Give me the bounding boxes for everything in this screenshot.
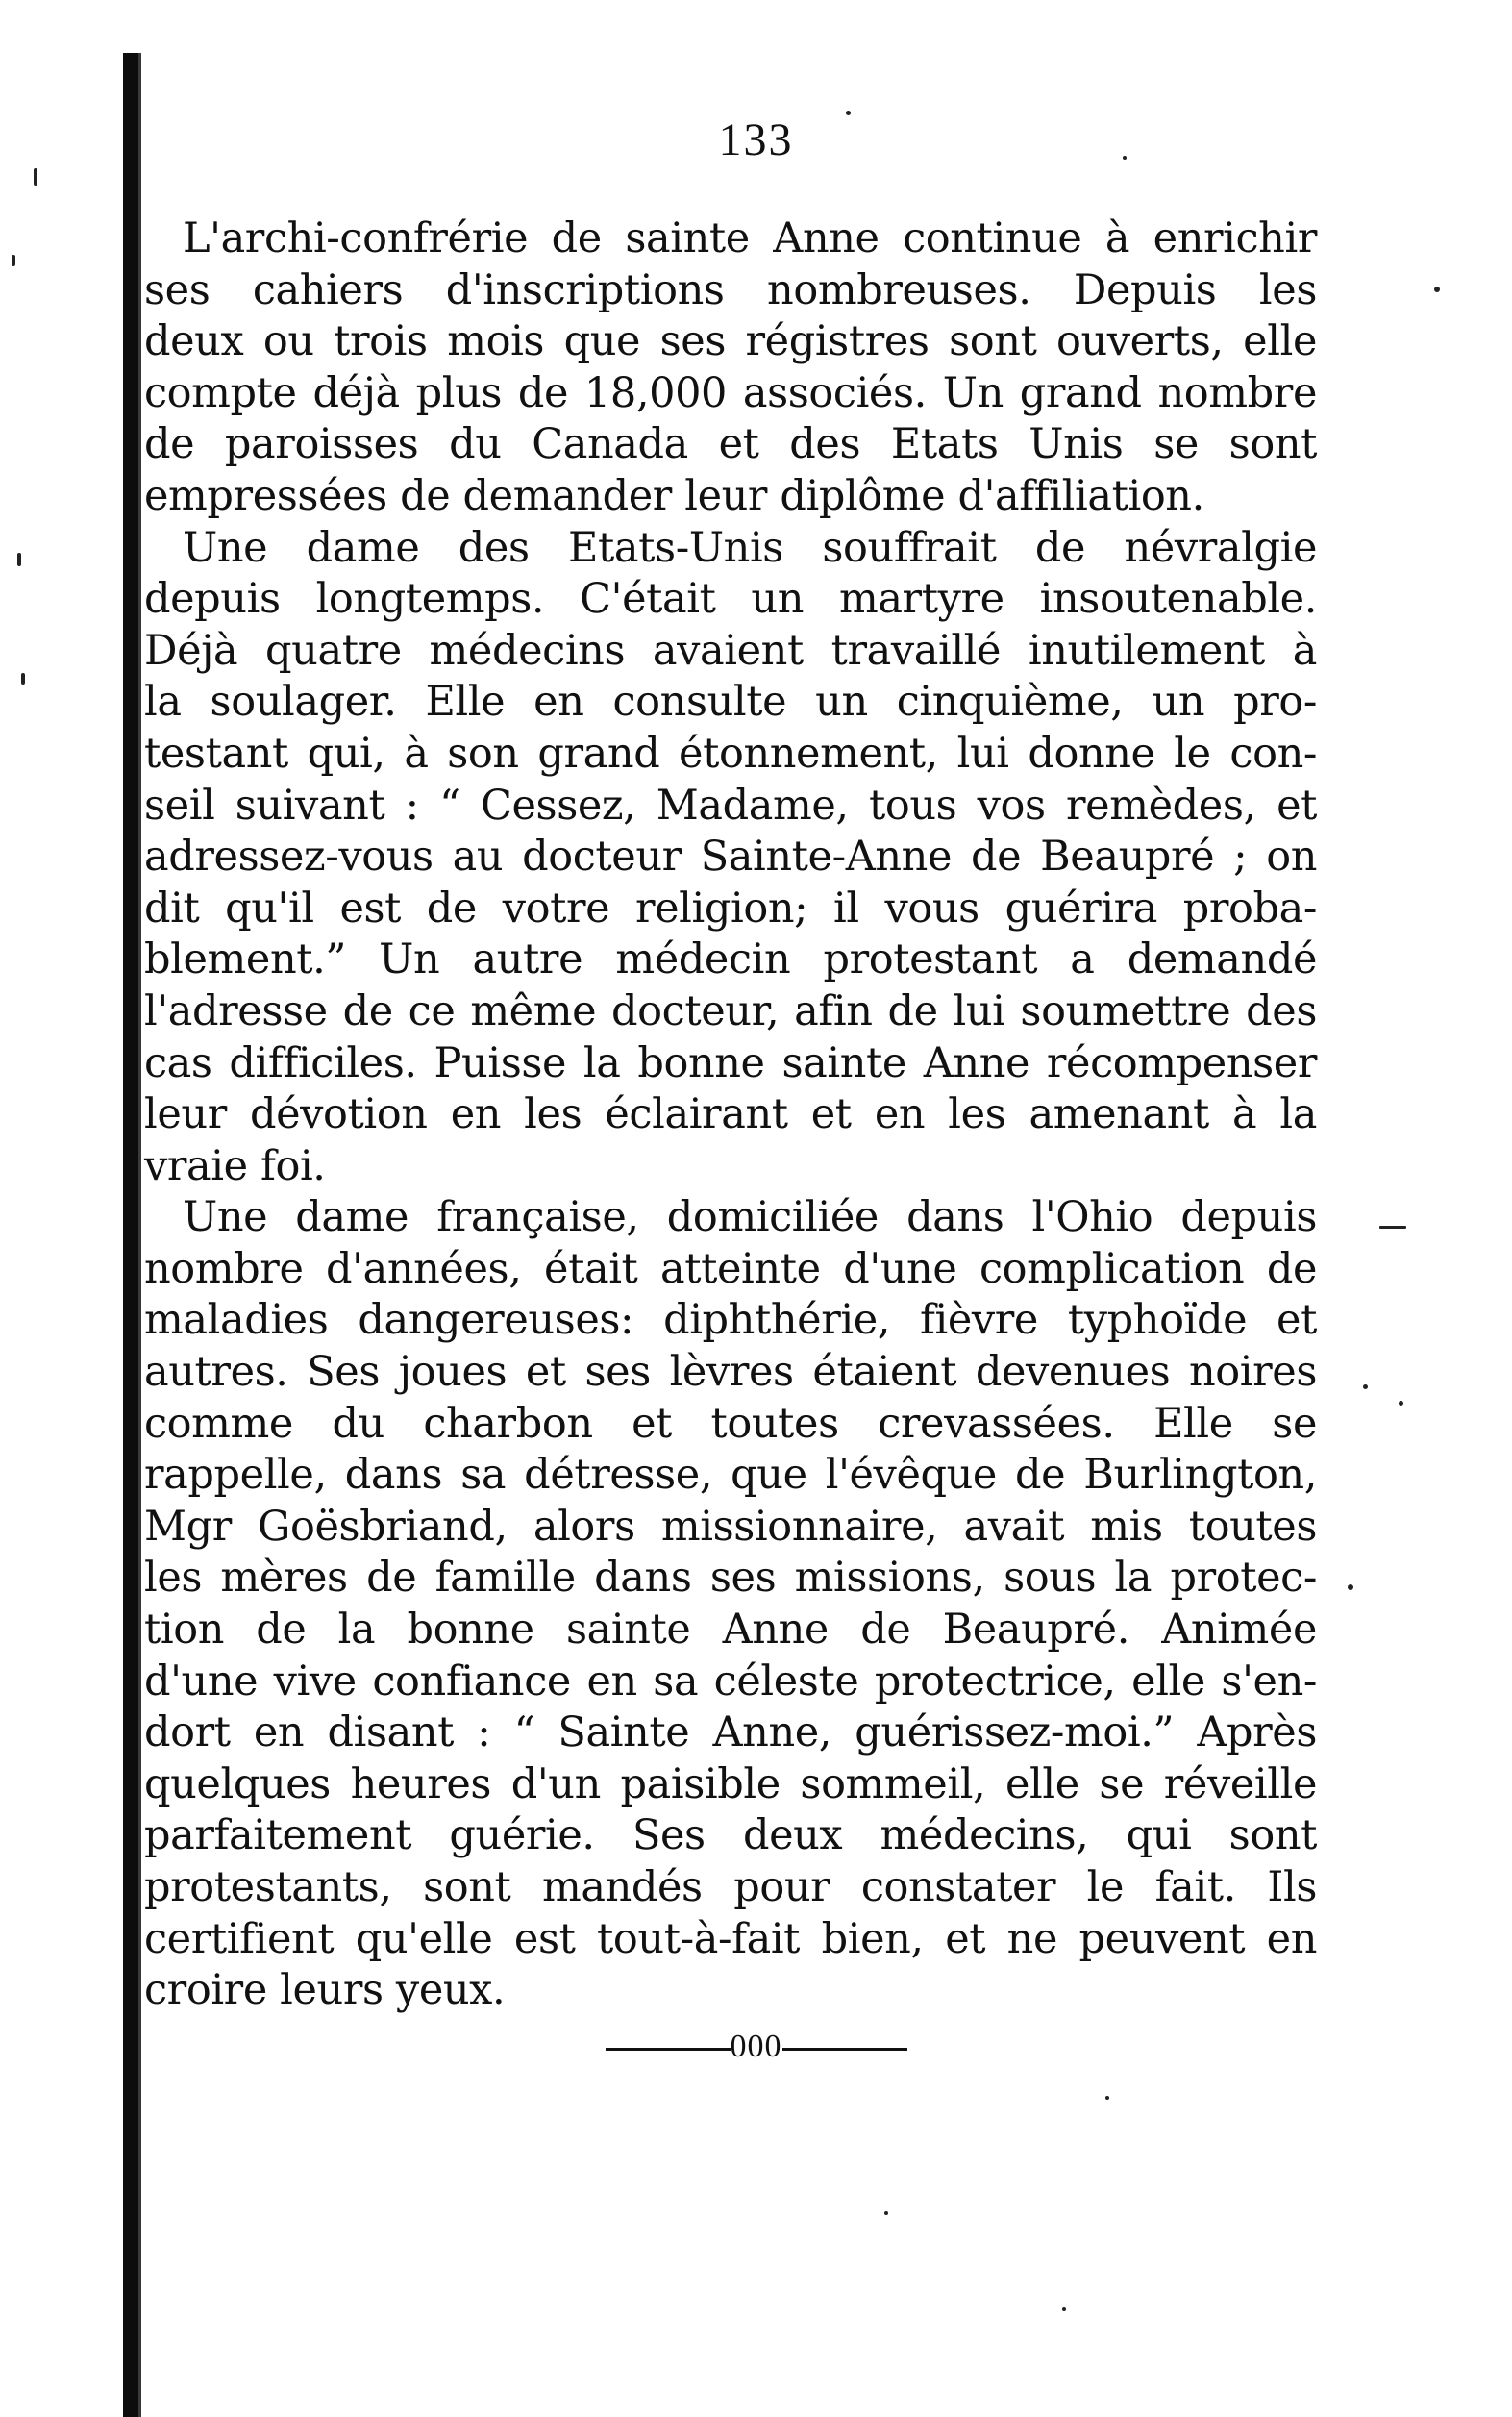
text-line: Mgr Goësbriand, alors missionnaire, avait mis toutes <box>144 1502 1317 1551</box>
text-line: rappelle, dans sa détresse, que l'évêque de Burlington, <box>144 1451 1317 1500</box>
text-line: Une dame des Etats-Unis souffrait de névralgie <box>183 523 1317 572</box>
separator-rule-left <box>606 2048 731 2051</box>
text-line: Une dame française, domiciliée dans l'Ohio depuis <box>183 1193 1317 1242</box>
text-line: de paroisses du Canada et des Etats Unis se sont <box>144 420 1317 469</box>
text-line: adressez-vous au docteur Sainte-Anne de Beaupré ; on <box>144 833 1317 882</box>
text-line: dort en disant : “ Sainte Anne, guérissez-moi.” Après <box>144 1708 1317 1757</box>
text-line: blement.” Un autre médecin protestant a demandé <box>144 935 1317 984</box>
separator-mark: 000 <box>730 2029 782 2064</box>
text-line: protestants, sont mandés pour constater le fait. Ils <box>144 1863 1317 1911</box>
paragraph-nevralgie <box>144 523 1317 1193</box>
text-line: empressées de demander leur diplôme d'affiliation. <box>144 471 1204 520</box>
text-line: parfaitement guérie. Ses deux médecins, qui sont <box>144 1811 1317 1860</box>
text-line: les mères de famille dans ses missions, sous la protec- <box>144 1554 1317 1603</box>
text-line: compte déjà plus de 18,000 associés. Un grand nombre <box>144 368 1317 417</box>
text-line: vraie foi. <box>144 1141 326 1190</box>
separator-rule-right <box>782 2048 907 2051</box>
text-line: ses cahiers d'inscriptions nombreuses. Depuis les <box>144 265 1317 314</box>
text-line: testant qui, à son grand étonnement, lui donne le con- <box>144 729 1317 778</box>
section-separator <box>0 2029 1512 2065</box>
text-line: la soulager. Elle en consulte un cinquième, un pro- <box>144 678 1317 727</box>
paragraph-ohio <box>144 1192 1317 2017</box>
text-line: autres. Ses joues et ses lèvres étaient devenues noires <box>144 1348 1317 1397</box>
text-line: leur dévotion en les éclairant et en les amenant à la <box>144 1090 1317 1139</box>
text-line: nombre d'années, était atteinte d'une complication de <box>144 1244 1317 1293</box>
text-line: deux ou trois mois que ses régistres sont ouverts, elle <box>144 317 1317 366</box>
text-line: comme du charbon et toutes crevassées. Elle se <box>144 1399 1317 1448</box>
text-line: dit qu'il est de votre religion; il vous guérira proba- <box>144 884 1317 933</box>
text-line: l'adresse de ce même docteur, afin de lui soumettre des <box>144 986 1317 1035</box>
text-line: d'une vive confiance en sa céleste protectrice, elle s'en- <box>144 1657 1317 1706</box>
text-line: quelques heures d'un paisible sommeil, elle se réveille <box>144 1759 1317 1808</box>
text-line: L'archi-confrérie de sainte Anne continue à enrichir <box>183 214 1317 262</box>
paragraph-archiconfrerie <box>144 213 1317 523</box>
text-line: depuis longtemps. C'était un martyre insoutenable. <box>144 575 1317 624</box>
text-line: seil suivant : “ Cessez, Madame, tous vos remèdes, et <box>144 781 1317 830</box>
text-line: tion de la bonne sainte Anne de Beaupré. Animée <box>144 1606 1317 1655</box>
text-line: croire leurs yeux. <box>144 1966 506 2015</box>
page-number: 133 <box>718 114 794 165</box>
text-line: maladies dangereuses: diphthérie, fièvre typhoïde et <box>144 1296 1317 1345</box>
text-line: Déjà quatre médecins avaient travaillé inutilement à <box>144 626 1317 675</box>
text-line: cas difficiles. Puisse la bonne sainte Anne récompenser <box>144 1038 1317 1087</box>
body-text <box>144 213 1317 2017</box>
text-line: certifient qu'elle est tout-à-fait bien, et ne peuvent en <box>144 1914 1317 1963</box>
